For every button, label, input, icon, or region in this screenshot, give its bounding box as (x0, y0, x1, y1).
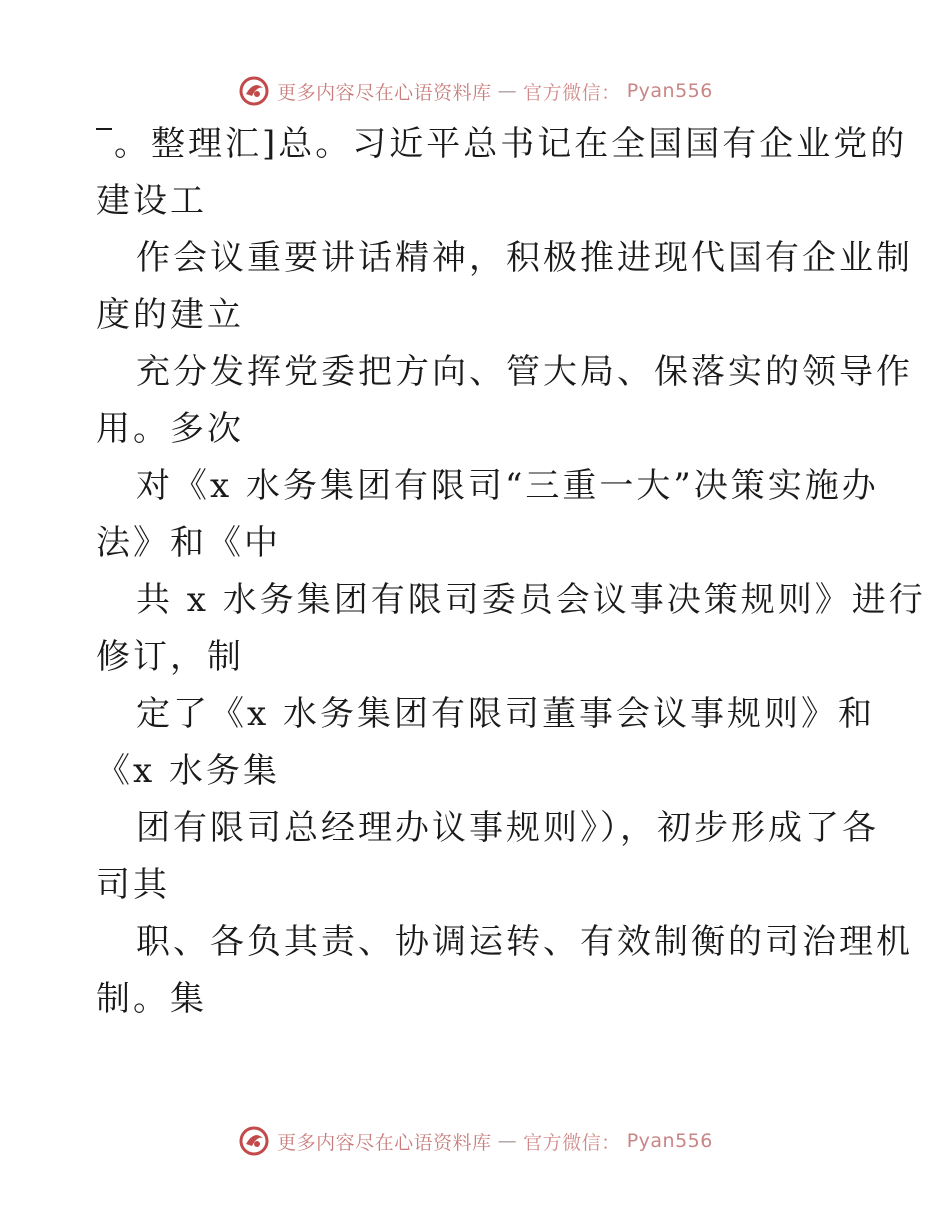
watermark-brand: 更多内容尽在心语资料库 (277, 1131, 492, 1154)
watermark-wechat-id: Pyan556 (626, 1130, 713, 1152)
watermark-label: 官方微信： (523, 1131, 621, 1154)
watermark-separator: — (497, 1130, 518, 1152)
body-line: 对《x 水务集团有限司“三重一大”决策实施办 (136, 466, 879, 506)
body-line: 团有限司总经理办议事规则》），初步形成了各 (136, 808, 879, 848)
body-line: 制。集 (96, 979, 207, 1019)
body-line: 定了《x 水务集团有限司董事会议事规则》和 (136, 694, 875, 734)
red-swirl-logo-icon (237, 1124, 271, 1158)
body-line: 充分发挥党委把方向、管大局、保落实的领导作 (136, 352, 913, 392)
body-line: 度的建立 (96, 295, 244, 335)
footer-watermark (0, 1121, 950, 1161)
watermark-brand: 更多内容尽在心语资料库 (277, 81, 492, 104)
body-line: 《x 水务集 (96, 751, 280, 791)
body-line: 用。多次 (96, 409, 244, 449)
watermark-separator: — (497, 80, 518, 102)
red-swirl-logo-icon (237, 74, 271, 108)
watermark-label: 官方微信： (523, 81, 621, 104)
body-line: 建设工 (96, 181, 207, 221)
dash-mark (96, 116, 114, 150)
watermark-wechat-id: Pyan556 (626, 80, 713, 102)
body-line: 共 x 水务集团有限司委员会议事决策规则》进行 (136, 580, 926, 620)
document-body (96, 116, 926, 1028)
body-line: 司其 (96, 865, 170, 905)
header-watermark (0, 71, 950, 111)
body-line: 作会议重要讲话精神，积极推进现代国有企业制 (136, 238, 913, 278)
body-line: 职、各负其责、协调运转、有效制衡的司治理机 (136, 922, 913, 962)
body-line: 法》和《中 (96, 523, 281, 563)
body-line: 修订，制 (96, 637, 244, 677)
body-line: 。整理汇]总。习近平总书记在全国国有企业党的 (96, 116, 856, 173)
